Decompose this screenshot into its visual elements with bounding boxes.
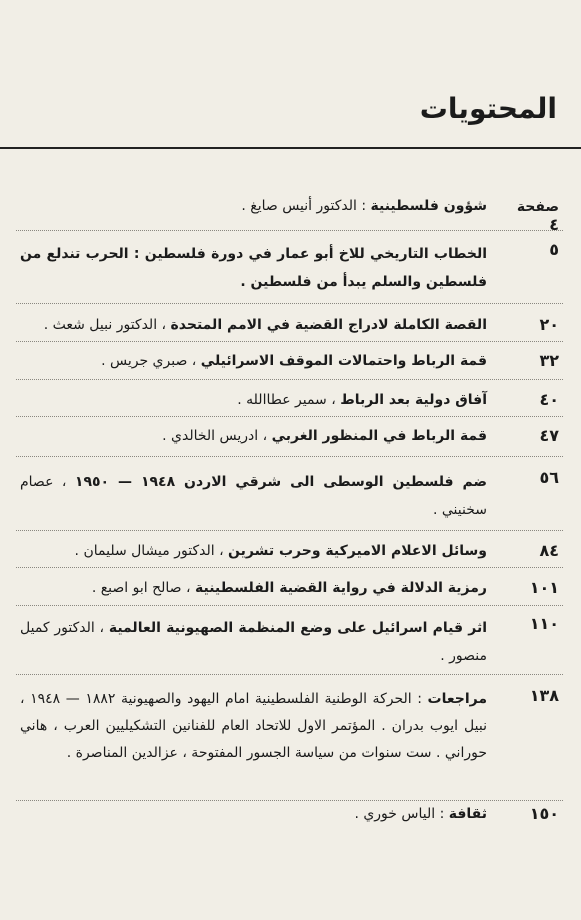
entry-title: قمة الرباط في المنظور الغربي <box>271 428 487 444</box>
toc-entry <box>20 351 559 371</box>
entry-divider <box>16 567 563 568</box>
toc-entry-text <box>20 390 487 410</box>
toc-entry <box>20 240 559 296</box>
entry-number: ١٥٠ <box>529 804 559 823</box>
entry-number: ٤٧ <box>539 426 559 445</box>
entry-title: ثقافة <box>448 806 487 822</box>
entry-number: ٢٠ <box>539 315 559 334</box>
entry-divider <box>16 605 563 606</box>
entry-divider <box>16 230 563 231</box>
toc-entry <box>20 578 559 598</box>
entry-number: ٣٢ <box>539 351 559 370</box>
entry-title: شؤون فلسطينية <box>370 198 487 214</box>
toc-entry <box>20 541 559 561</box>
toc-entry <box>20 426 559 446</box>
entry-divider <box>16 800 563 801</box>
entry-author: : الياس خوري . <box>354 806 449 822</box>
toc-entry-text <box>20 196 487 216</box>
entry-number: ١١٠ <box>529 614 559 633</box>
entry-title: اثر قيام اسرائيل على وضع المنظمة الصهيونية العالمية <box>108 620 488 636</box>
entry-author: ، الدكتور كميل منصور . <box>20 620 487 664</box>
entry-author: ، ادريس الخالدي . <box>162 428 272 444</box>
page-label: صفحة <box>516 199 559 215</box>
toc-entry <box>20 196 559 234</box>
toc-entry-text <box>20 351 487 371</box>
toc-entry-text <box>20 578 487 598</box>
entry-divider <box>16 379 563 380</box>
entry-divider <box>16 303 563 304</box>
toc-entry-text <box>20 426 487 446</box>
page-title: المحتويات <box>419 92 557 125</box>
entry-title: القصة الكاملة لادراج القضية في الامم المتحدة <box>170 317 487 333</box>
entry-divider <box>16 341 563 342</box>
entry-number: ١٠١ <box>529 578 559 597</box>
toc-entry-text <box>20 315 487 335</box>
toc-page-number <box>511 196 559 234</box>
entry-author: : الدكتور أنيس صايغ . <box>241 198 371 214</box>
toc-entry-text <box>20 614 487 670</box>
entry-number: ٤ <box>549 215 559 234</box>
entry-number: ٤٠ <box>539 390 559 409</box>
entry-title: وسائل الاعلام الاميركية وحرب تشرين <box>228 543 487 559</box>
toc-entry <box>20 614 559 670</box>
toc-entry-text <box>20 804 487 824</box>
header-rule <box>0 147 581 149</box>
toc-entry-text <box>20 686 487 767</box>
entry-divider <box>16 456 563 457</box>
entry-author: ، الدكتور ميشال سليمان . <box>74 543 229 559</box>
entry-author: ، الدكتور نبيل شعث . <box>43 317 171 333</box>
entry-author: : الحركة الوطنية الفلسطينية امام اليهود والصهيونية ١٨٨٢ — ١٩٤٨ ، نبيل ايوب بدران . المؤتمر الاول للاتحاد العام للفنانين التشكيليين العرب ، هاني حوراني . ست سنوات من سياسة الجسور المفتوحة ، عزالدين المناصرة . <box>20 691 487 761</box>
entry-divider <box>16 416 563 417</box>
toc-entry-text <box>20 240 487 296</box>
entry-title: مراجعات <box>427 691 488 707</box>
toc-entry <box>20 686 559 767</box>
entry-title: رمزية الدلالة في رواية القضية الفلسطينية <box>194 580 487 596</box>
entry-title: الخطاب التاريخي للاخ أبو عمار في دورة فلسطين : الحرب تندلع من فلسطين والسلم يبدأ من فلسطين . <box>20 246 487 290</box>
entry-number: ٨٤ <box>539 541 559 560</box>
toc-entry <box>20 315 559 335</box>
entry-title: قمة الرباط واحتمالات الموقف الاسرائيلي <box>200 353 487 369</box>
entry-number: ١٣٨ <box>529 686 559 705</box>
entry-number: ٥٦ <box>539 468 559 487</box>
toc-entry <box>20 804 559 824</box>
toc-entry <box>20 468 559 524</box>
entry-author: ، صالح ابو اصبع . <box>91 580 195 596</box>
entry-number: ٥ <box>549 240 559 259</box>
entry-author: ، صبري جريس . <box>101 353 201 369</box>
toc-entry-text <box>20 541 487 561</box>
entry-divider <box>16 674 563 675</box>
entry-author: ، سمير عطاالله . <box>237 392 341 408</box>
toc-entry <box>20 390 559 410</box>
entry-divider <box>16 530 563 531</box>
entry-author: ، عصام سخنيني . <box>20 474 487 518</box>
entry-title: آفاق دولية بعد الرباط <box>340 392 487 408</box>
entry-title: ضم فلسطين الوسطى الى شرقي الاردن ١٩٤٨ — ١٩٥٠ <box>74 474 487 490</box>
toc-entry-text <box>20 468 487 524</box>
